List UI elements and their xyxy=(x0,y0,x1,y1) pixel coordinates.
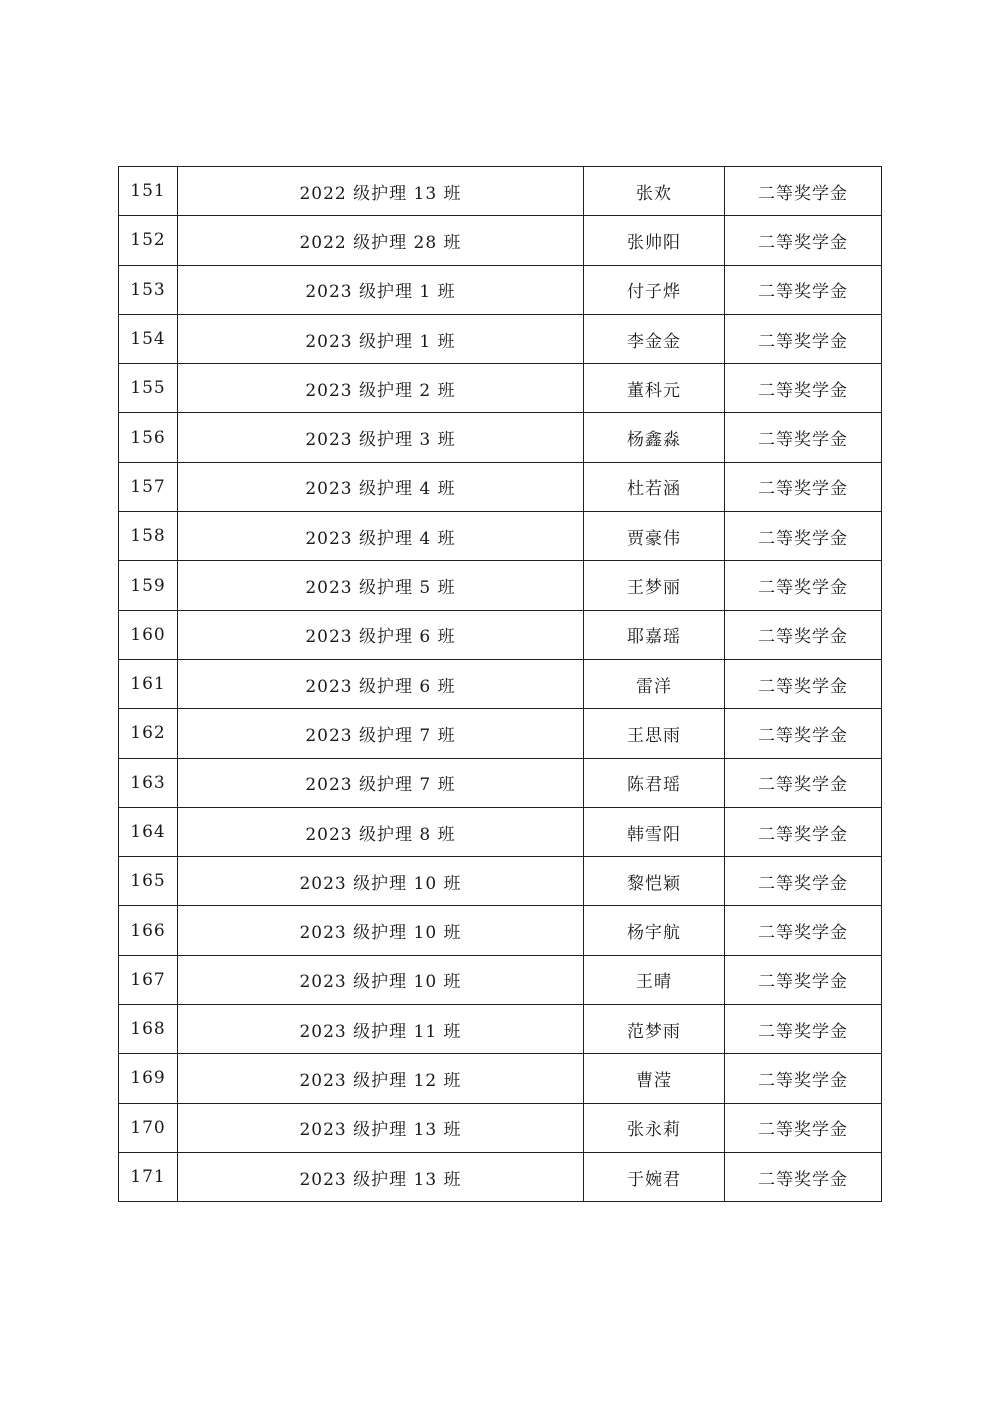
student-name-cell: 耶嘉瑶 xyxy=(584,610,725,659)
class-cell: 2023 级护理 5 班 xyxy=(178,561,584,610)
table-row xyxy=(119,413,882,462)
award-cell: 二等奖学金 xyxy=(725,265,882,314)
row-number-cell: 166 xyxy=(119,906,178,955)
class-cell: 2023 级护理 10 班 xyxy=(178,857,584,906)
student-name-cell: 于婉君 xyxy=(584,1152,725,1201)
award-cell: 二等奖学金 xyxy=(725,1005,882,1054)
row-number-cell: 158 xyxy=(119,512,178,561)
award-cell: 二等奖学金 xyxy=(725,955,882,1004)
class-cell: 2023 级护理 13 班 xyxy=(178,1103,584,1152)
row-number-cell: 168 xyxy=(119,1005,178,1054)
student-name-cell: 杨宇航 xyxy=(584,906,725,955)
table-row xyxy=(119,955,882,1004)
student-name-cell: 范梦雨 xyxy=(584,1005,725,1054)
student-name-cell: 杨鑫淼 xyxy=(584,413,725,462)
class-cell: 2022 级护理 28 班 xyxy=(178,216,584,265)
row-number-cell: 162 xyxy=(119,709,178,758)
award-cell: 二等奖学金 xyxy=(725,659,882,708)
student-name-cell: 张欢 xyxy=(584,167,725,216)
award-cell: 二等奖学金 xyxy=(725,857,882,906)
row-number-cell: 161 xyxy=(119,659,178,708)
class-cell: 2023 级护理 8 班 xyxy=(178,807,584,856)
award-cell: 二等奖学金 xyxy=(725,413,882,462)
class-cell: 2023 级护理 6 班 xyxy=(178,659,584,708)
award-cell: 二等奖学金 xyxy=(725,561,882,610)
row-number-cell: 151 xyxy=(119,167,178,216)
row-number-cell: 153 xyxy=(119,265,178,314)
row-number-cell: 160 xyxy=(119,610,178,659)
class-cell: 2022 级护理 13 班 xyxy=(178,167,584,216)
class-cell: 2023 级护理 1 班 xyxy=(178,314,584,363)
table-row xyxy=(119,906,882,955)
table-row xyxy=(119,610,882,659)
row-number-cell: 165 xyxy=(119,857,178,906)
student-name-cell: 李金金 xyxy=(584,314,725,363)
table-row xyxy=(119,364,882,413)
award-cell: 二等奖学金 xyxy=(725,216,882,265)
table-row xyxy=(119,709,882,758)
class-cell: 2023 级护理 4 班 xyxy=(178,512,584,561)
scholarship-table xyxy=(118,166,882,1202)
award-cell: 二等奖学金 xyxy=(725,364,882,413)
student-name-cell: 曹滢 xyxy=(584,1054,725,1103)
table-row xyxy=(119,758,882,807)
row-number-cell: 155 xyxy=(119,364,178,413)
award-cell: 二等奖学金 xyxy=(725,610,882,659)
row-number-cell: 154 xyxy=(119,314,178,363)
student-name-cell: 黎恺颖 xyxy=(584,857,725,906)
table-body xyxy=(119,167,882,1202)
table-row xyxy=(119,314,882,363)
student-name-cell: 陈君瑶 xyxy=(584,758,725,807)
award-cell: 二等奖学金 xyxy=(725,1103,882,1152)
row-number-cell: 164 xyxy=(119,807,178,856)
row-number-cell: 156 xyxy=(119,413,178,462)
award-cell: 二等奖学金 xyxy=(725,709,882,758)
award-cell: 二等奖学金 xyxy=(725,167,882,216)
student-name-cell: 韩雪阳 xyxy=(584,807,725,856)
table-row xyxy=(119,807,882,856)
table-row xyxy=(119,265,882,314)
table-row xyxy=(119,1103,882,1152)
row-number-cell: 167 xyxy=(119,955,178,1004)
award-cell: 二等奖学金 xyxy=(725,1054,882,1103)
student-name-cell: 王晴 xyxy=(584,955,725,1004)
row-number-cell: 157 xyxy=(119,462,178,511)
student-name-cell: 雷洋 xyxy=(584,659,725,708)
class-cell: 2023 级护理 4 班 xyxy=(178,462,584,511)
row-number-cell: 171 xyxy=(119,1152,178,1201)
award-cell: 二等奖学金 xyxy=(725,462,882,511)
row-number-cell: 170 xyxy=(119,1103,178,1152)
student-name-cell: 王思雨 xyxy=(584,709,725,758)
class-cell: 2023 级护理 10 班 xyxy=(178,906,584,955)
class-cell: 2023 级护理 6 班 xyxy=(178,610,584,659)
row-number-cell: 169 xyxy=(119,1054,178,1103)
award-cell: 二等奖学金 xyxy=(725,807,882,856)
student-name-cell: 贾豪伟 xyxy=(584,512,725,561)
student-name-cell: 杜若涵 xyxy=(584,462,725,511)
student-name-cell: 张帅阳 xyxy=(584,216,725,265)
award-cell: 二等奖学金 xyxy=(725,314,882,363)
student-name-cell: 付子烨 xyxy=(584,265,725,314)
class-cell: 2023 级护理 11 班 xyxy=(178,1005,584,1054)
table-row xyxy=(119,462,882,511)
award-cell: 二等奖学金 xyxy=(725,906,882,955)
table-row xyxy=(119,659,882,708)
table-row xyxy=(119,561,882,610)
award-cell: 二等奖学金 xyxy=(725,758,882,807)
award-cell: 二等奖学金 xyxy=(725,512,882,561)
table-row xyxy=(119,1054,882,1103)
student-name-cell: 张永莉 xyxy=(584,1103,725,1152)
row-number-cell: 163 xyxy=(119,758,178,807)
class-cell: 2023 级护理 2 班 xyxy=(178,364,584,413)
table-row xyxy=(119,216,882,265)
table-row xyxy=(119,857,882,906)
table-row xyxy=(119,1152,882,1201)
row-number-cell: 159 xyxy=(119,561,178,610)
award-cell: 二等奖学金 xyxy=(725,1152,882,1201)
student-name-cell: 王梦丽 xyxy=(584,561,725,610)
table-row xyxy=(119,512,882,561)
class-cell: 2023 级护理 3 班 xyxy=(178,413,584,462)
class-cell: 2023 级护理 12 班 xyxy=(178,1054,584,1103)
student-name-cell: 董科元 xyxy=(584,364,725,413)
row-number-cell: 152 xyxy=(119,216,178,265)
class-cell: 2023 级护理 7 班 xyxy=(178,709,584,758)
table-row xyxy=(119,167,882,216)
class-cell: 2023 级护理 10 班 xyxy=(178,955,584,1004)
class-cell: 2023 级护理 1 班 xyxy=(178,265,584,314)
table-row xyxy=(119,1005,882,1054)
class-cell: 2023 级护理 7 班 xyxy=(178,758,584,807)
class-cell: 2023 级护理 13 班 xyxy=(178,1152,584,1201)
